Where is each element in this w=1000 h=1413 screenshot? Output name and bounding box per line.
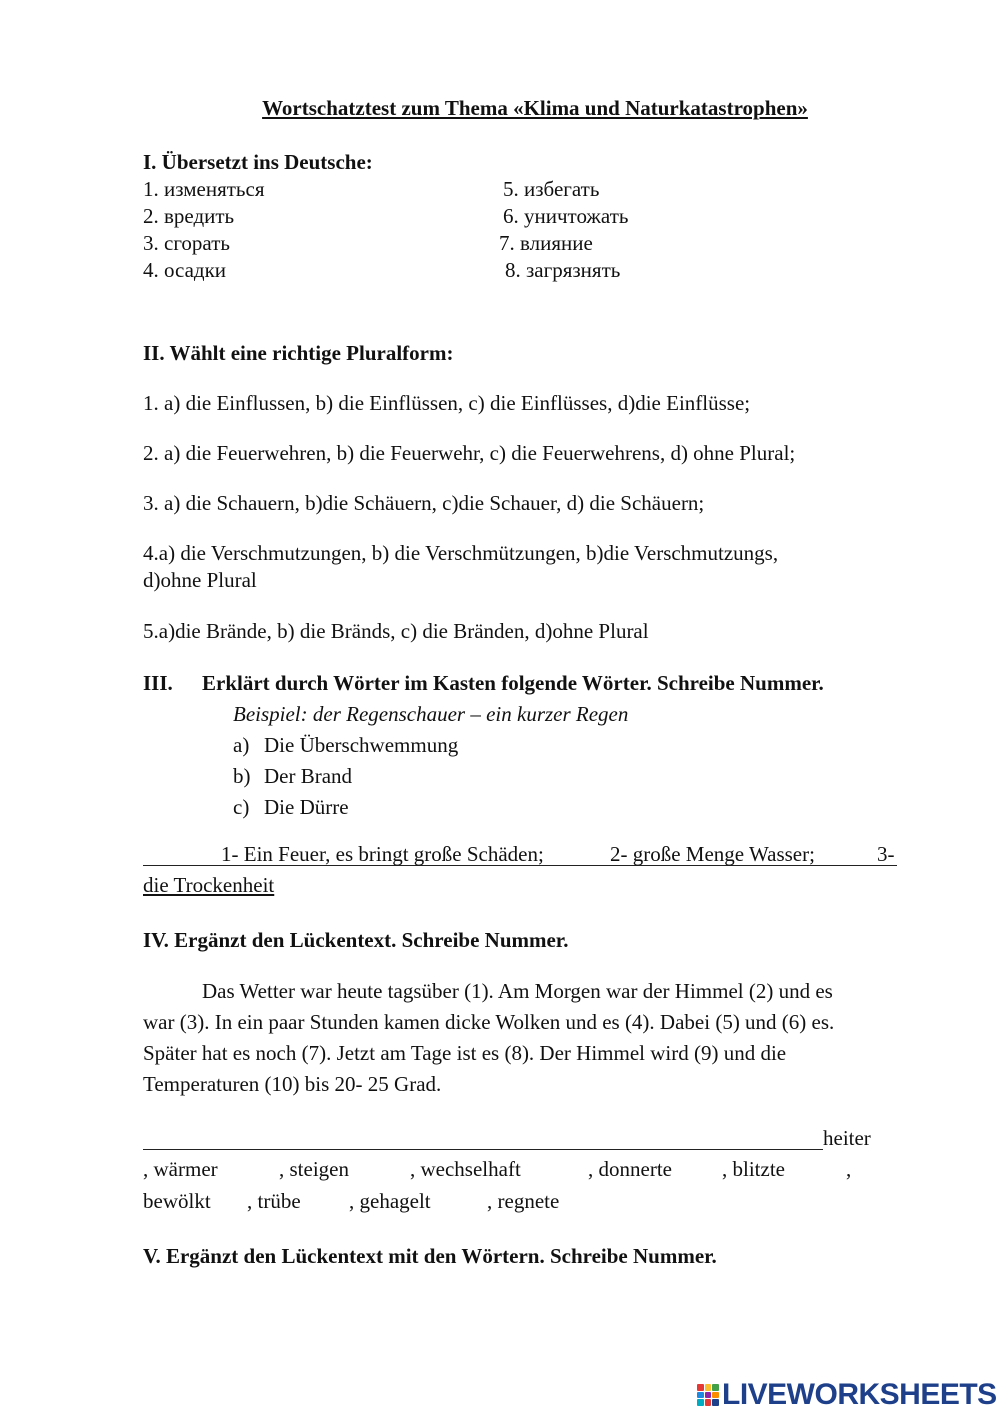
section5-heading: V. Ergänzt den Lückentext mit den Wörtern. Schreibe Nummer.	[143, 1244, 717, 1268]
section3-item-a: Die Überschwemmung	[264, 733, 459, 757]
section4-paragraph-line-4: Temperaturen (10) bis 20- 25 Grad.	[143, 1072, 442, 1096]
section3-number: III.	[143, 671, 173, 695]
section4-heading: IV. Ergänzt den Lückentext. Schreibe Nummer.	[143, 928, 569, 952]
section4-word-truebe: , trübe	[247, 1189, 301, 1213]
section4-word-steigen: , steigen	[279, 1157, 349, 1181]
section1-heading: I. Übersetzt ins Deutsche:	[143, 150, 373, 174]
section1-item-4: 4. осадки	[143, 258, 227, 282]
section4-words-line	[143, 1149, 823, 1150]
section3-item-c-letter: c)	[233, 795, 250, 819]
section2-heading: II. Wählt eine richtige Pluralform:	[143, 341, 454, 365]
section1-item-3: 3. сгорать	[143, 231, 230, 255]
section4-word-comma: ,	[846, 1157, 852, 1181]
section3-item-b-letter: b)	[233, 764, 251, 788]
page-title: Wortschatztest zum Thema «Klima und Naturkatastrophen»	[262, 96, 808, 120]
section4-word-heiter: heiter	[823, 1126, 871, 1150]
section4-word-waermer: , wärmer	[143, 1157, 218, 1181]
section3-item-a-letter: a)	[233, 733, 250, 757]
liveworksheets-logo	[697, 1378, 997, 1412]
section3-box-option-3-cont: die Trockenheit	[143, 873, 275, 897]
section2-question-3: 3. a) die Schauern, b)die Schäuern, c)die Schauer, d) die Schäuern;	[143, 491, 705, 515]
section4-paragraph-line-1: Das Wetter war heute tagsüber (1). Am Morgen war der Himmel (2) und es	[202, 979, 833, 1003]
section3-box-option-2: 2- große Menge Wasser;	[610, 842, 815, 866]
section3-item-c: Die Dürre	[264, 795, 349, 819]
section4-word-gehagelt: , gehagelt	[349, 1189, 431, 1213]
section3-box-option-3: 3-	[877, 842, 895, 866]
section2-question-5: 5.a)die Brände, b) die Bränds, c) die Bränden, d)ohne Plural	[143, 619, 649, 643]
section4-word-blitzte: , blitzte	[722, 1157, 785, 1181]
section3-box-option-1: 1- Ein Feuer, es bringt große Schäden;	[221, 842, 544, 866]
liveworksheets-logo-icon	[697, 1384, 719, 1406]
section2-question-2: 2. a) die Feuerwehren, b) die Feuerwehr, c) die Feuerwehrens, d) ohne Plural;	[143, 441, 796, 465]
liveworksheets-logo-text: LIVEWORKSHEETS	[722, 1378, 997, 1411]
section4-word-wechselhaft: , wechselhaft	[410, 1157, 521, 1181]
section1-item-2: 2. вредить	[143, 204, 235, 228]
section1-item-6: 6. уничтожать	[503, 204, 629, 228]
section4-word-donnerte: , donnerte	[588, 1157, 672, 1181]
section3-example: Beispiel: der Regenschauer – ein kurzer Regen	[233, 702, 629, 726]
section1-item-5: 5. избегать	[503, 177, 600, 201]
section1-item-1: 1. изменяться	[143, 177, 265, 201]
section3-heading: Erklärt durch Wörter im Kasten folgende Wörter. Schreibe Nummer.	[202, 671, 824, 695]
section2-question-4-cont: d)ohne Plural	[143, 568, 257, 592]
section1-item-8: 8. загрязнять	[505, 258, 621, 282]
section4-paragraph-line-3: Später hat es noch (7). Jetzt am Tage ist es (8). Der Himmel wird (9) und die	[143, 1041, 787, 1065]
section2-question-4: 4.a) die Verschmutzungen, b) die Verschmützungen, b)die Verschmutzungs,	[143, 541, 779, 565]
section4-paragraph-line-2: war (3). In ein paar Stunden kamen dicke Wolken und es (4). Dabei (5) und (6) es.	[143, 1010, 835, 1034]
section4-word-regnete: , regnete	[487, 1189, 560, 1213]
section1-item-7: 7. влияние	[499, 231, 593, 255]
section2-question-1: 1. a) die Einflussen, b) die Einflüssen, c) die Einflüsses, d)die Einflüsse;	[143, 391, 751, 415]
section4-word-bewoelkt: bewölkt	[143, 1189, 211, 1213]
section3-item-b: Der Brand	[264, 764, 353, 788]
